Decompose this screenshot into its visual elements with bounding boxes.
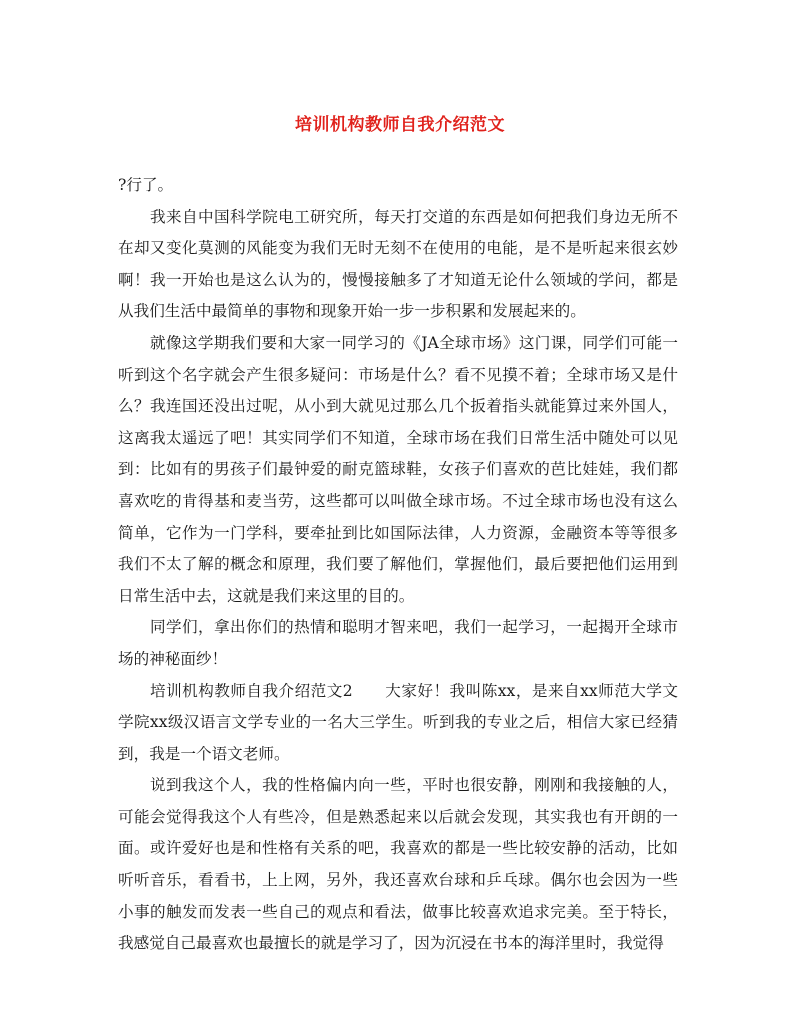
paragraph: 培训机构教师自我介绍范文2 大家好！我叫陈xx，是来自xx师范大学文学院xx级汉语言文学专业的一名大三学生。听到我的专业之后，相信大家已经猜到，我是一个语文老师。 bbox=[118, 681, 678, 763]
paragraph: 我来自中国科学院电工研究所，每天打交道的东西是如何把我们身边无所不在却又变化莫测的风能变为我们无时无刻不在使用的电能，是不是听起来很玄妙啊！我一开始也是这么认为的，慢慢接触多了才知道无论什么领域的学问，都是从我们生活中最简单的事物和现象开始一步一步积累和发展起来的。 bbox=[118, 207, 678, 321]
paragraph: 就像这学期我们要和大家一同学习的《JA全球市场》这门课，同学们可能一听到这个名字就会产生很多疑问：市场是什么？看不见摸不着；全球市场又是什么？我连国还没出过呢，从小到大就见过那么几个扳着指头就能算过来外国人，这离我太遥远了吧！其实同学们不知道，全球市场在我们日常生活中随处可以见到：比如有的男孩子们最钟爱的耐克篮球鞋，女孩子们喜欢的芭比娃娃，我们都喜欢吃的肯得基和麦当劳，这些都可以叫做全球市场。不过全球市场也没有这么简单，它作为一门学科，要牵扯到比如国际法律，人力资源，金融资本等等很多我们不太了解的概念和原理，我们要了解他们，掌握他们，最后要把他们运用到日常生活中去，这就是我们来这里的目的。 bbox=[118, 333, 678, 605]
paragraph: 说到我这个人，我的性格偏内向一些，平时也很安静，刚刚和我接触的人，可能会觉得我这个人有些冷，但是熟悉起来以后就会发现，其实我也有开朗的一面。或许爱好也是和性格有关系的吧，我喜欢的都是一些比较安静的活动，比如听听音乐，看看书，上上网，另外，我还喜欢台球和乒乓球。偶尔也会因为一些小事的触发而发表一些自己的观点和看法，做事比较喜欢追求完美。至于特长，我感觉自己最喜欢也最擅长的就是学习了，因为沉浸在书本的海洋里时，我觉得 bbox=[118, 776, 678, 953]
paragraph: 同学们，拿出你们的热情和聪明才智来吧，我们一起学习，一起揭开全球市场的神秘面纱！ bbox=[118, 618, 678, 668]
paragraph: ?行了。 bbox=[118, 176, 174, 194]
document-title: 培训机构教师自我介绍范文 bbox=[295, 115, 505, 135]
document-body bbox=[118, 170, 678, 960]
